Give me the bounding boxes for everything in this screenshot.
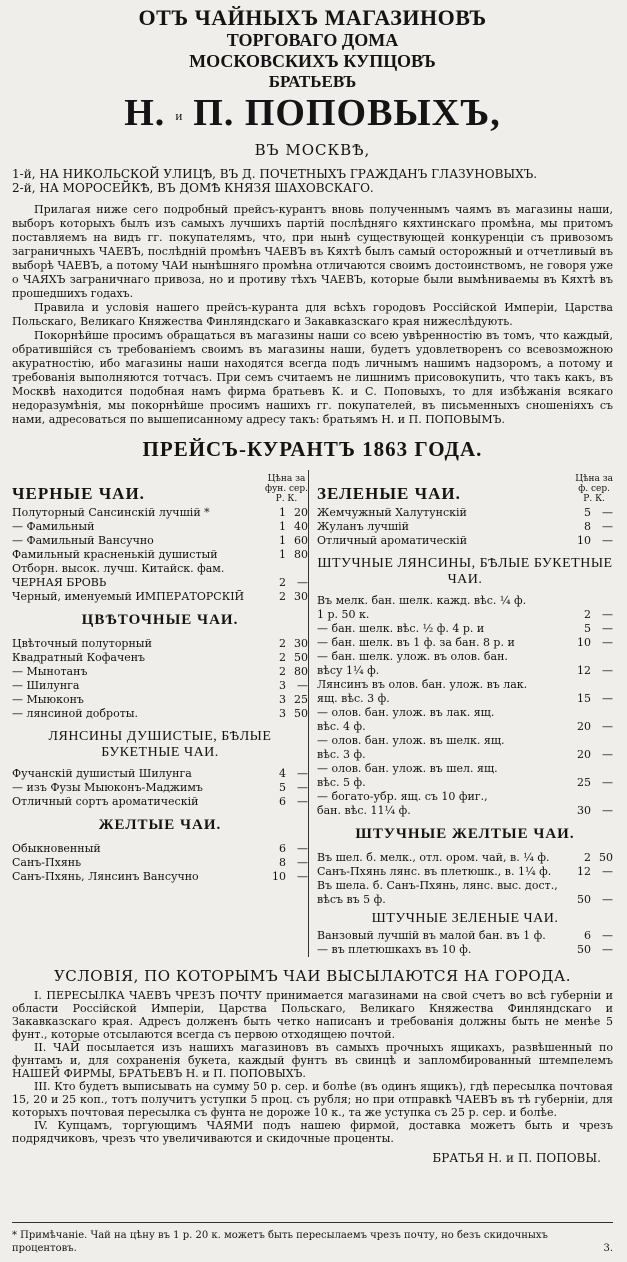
price-row — [317, 943, 613, 957]
price-kopecks: — — [602, 534, 613, 548]
item-name: 1 р. 50 к. — [317, 608, 370, 622]
item-name: вѣсу 1¼ ф. — [317, 664, 380, 678]
price-kopecks: 50 — [294, 707, 308, 721]
item-name: Ванзовый лучшiй въ малой бан. въ 1 ф. — [317, 929, 546, 943]
price-row — [12, 520, 308, 534]
price-rubles — [569, 879, 591, 893]
price-kopecks: — — [602, 506, 613, 520]
price-row — [12, 781, 308, 795]
piece-green-list — [317, 929, 613, 957]
item-name: — лянсиной доброты. — [12, 707, 139, 721]
page-number: 3. — [603, 1243, 613, 1254]
price-rubles: 8 — [279, 856, 286, 870]
price-kopecks: — — [602, 608, 613, 622]
condition-item: II. ЧАЙ посылается изъ нашихъ магазиновъ въ самыхъ прочныхъ ящикахъ, развѣшенный по фунтамъ и, для сохраненiя букета, каждый фунтъ въ свинцѣ и запломбированный штемпелемъ НАШЕЙ ФИРМЫ, БРАТЬЕВЪ Н. и П. ПОПОВЫХЪ. — [12, 1041, 613, 1081]
price-row — [317, 706, 613, 720]
price-rubles — [264, 562, 286, 576]
price-row — [317, 506, 613, 520]
price-rubles: 20 — [577, 748, 591, 762]
price-row — [317, 762, 613, 776]
header-line3: МОСКОВСКИХЪ КУПЦОВЪ — [189, 51, 436, 71]
price-row — [317, 678, 613, 692]
price-rubles: 50 — [577, 943, 591, 957]
price-row — [12, 590, 308, 604]
price-row — [317, 520, 613, 534]
item-name: — изъ Фузы Мыюконъ-Маджимъ — [12, 781, 203, 795]
item-name: — бан. шелк. вѣс. ½ ф. 4 р. и — [317, 622, 485, 636]
price-row — [12, 534, 308, 548]
right-column — [308, 470, 613, 957]
footnote — [12, 1222, 613, 1255]
footnote-text: * Примѣчанiе. Чай на цѣну въ 1 р. 20 к. можетъ быть пересылаемъ чрезъ почту, но безъ скидочныхъ процентовъ. — [12, 1230, 548, 1254]
price-kopecks: — — [297, 767, 308, 781]
piece-lyansin-title: ШТУЧНЫЕ ЛЯНСИНЫ, БѢЛЫЕ БУКЕТНЫЕ ЧАИ. — [317, 556, 613, 588]
condition-item: I. ПЕРЕСЫЛКА ЧАЕВЪ ЧРЕЗЪ ПОЧТУ принимается магазинами на свой счетъ во всѣ губернiи и области Россiйской Имперiи, Царства Польскаго, Великаго Княжества Финляндскаго и Закавказскаго края. Адресъ долженъ быть четко написанъ и требованiя должны быть не менѣе 5 фунт., которые отсылаются всегда съ первою отходящею почтой. — [12, 989, 613, 1042]
black-tea-header — [12, 474, 308, 504]
price-row — [12, 637, 308, 651]
intro-paragraph: Покорнѣйше просимъ обращаться въ магазины наши со всею увѣренностiю въ томъ, что каждый, обратившiйся съ требованiемъ своимъ въ магазины наши, будетъ удовлетворенъ со всевозможною акуратностiю, ибо магазины наши находятся всегда подъ личнымъ нашимъ надзоромъ, а потому и требованiя выполняются тотчасъ. При семъ считаемъ не лишнимъ присовокупить, что такъ какъ, въ Москвѣ находится подобная намъ фирма братьевъ К. и С. Поповыхъ, то для избѣжанiя всякаго недоразумѣнiя, мы покорнѣйше просимъ нашихъ гг. покупателей, въ письменныхъ сношенiяхъ съ нами, адресоваться по вышеписанному адресу такъ: братьямъ Н. и П. ПОПОВЫМЪ. — [12, 329, 613, 427]
item-name: Обыкновенный — [12, 842, 101, 856]
item-name: Фамильный красненькiй душистый — [12, 548, 218, 562]
price-kopecks: — — [297, 842, 308, 856]
price-kopecks: — — [602, 943, 613, 957]
price-kopecks: 60 — [294, 534, 308, 548]
firm-name-a: Н. — [124, 92, 166, 134]
firm-name-b: П. ПОПОВЫХЪ, — [193, 92, 501, 134]
address-1: 1-й, НА НИКОЛЬСКОЙ УЛИЦѢ, ВЪ Д. ПОЧЕТНЫХЪ ГРАЖДАНЪ ГЛАЗУНОВЫХЪ. — [12, 167, 538, 182]
price-row — [317, 851, 613, 865]
price-rubles: 2 — [279, 590, 286, 604]
price-rubles: 6 — [584, 929, 591, 943]
price-kopecks: — — [602, 929, 613, 943]
price-row — [12, 679, 308, 693]
condition-item: III. Кто будетъ выписывать на сумму 50 р. сер. и болѣе (въ одинъ ящикъ), гдѣ пересылка почтовая 15, 20 и 25 коп., тотъ получитъ уступки 5 проц. съ рубля; но при отправкѣ ЧАЕВЪ въ тѣ губернiи, для которыхъ почтовая пересылка съ фунта не дороже 10 к., та же уступка съ 25 р. сер. и болѣе. — [12, 1080, 613, 1120]
item-name: — бан. шелк. въ 1 ф. за бан. 8 р. и — [317, 636, 515, 650]
price-rubles: 10 — [577, 534, 591, 548]
price-list-title: ПРЕЙСЪ-КУРАНТЪ 1863 ГОДА. — [142, 437, 483, 462]
price-rubles — [569, 734, 591, 748]
price-row — [12, 842, 308, 856]
price-rubles — [569, 650, 591, 664]
item-name: — Фамильный Вансучно — [12, 534, 154, 548]
price-row — [317, 893, 613, 907]
price-row — [317, 804, 613, 818]
price-rubles — [569, 762, 591, 776]
item-name: Въ шел. б. мелк., отл. ором. чай, в. ¼ ф. — [317, 851, 550, 865]
price-rubles: 5 — [584, 506, 591, 520]
price-kopecks: — — [297, 856, 308, 870]
signature: БРАТЬЯ Н. и П. ПОПОВЫ. — [432, 1151, 601, 1166]
price-rubles — [569, 790, 591, 804]
price-rubles: 2 — [584, 851, 591, 865]
intro-paragraph: Прилагая ниже сего подробный прейсъ-курантъ вновь полученнымъ чаямъ въ магазины наши, выборъ которыхъ былъ изъ самыхъ лучшихъ партiй послѣдняго кяхтинскаго промѣна, мы притомъ поставляемъ на видъ гг. покупателямъ, что, при нынѣ существующей конкуренцiи съ привозомъ заграничныхъ ЧАЕВЪ, послѣднiй промѣнъ ЧАЕВЪ въ Кяхтѣ былъ самый осторожный и отчетливый въ выборѣ ЧАЕВЪ, а потому ЧАИ нынѣшняго промѣна отличаются своимъ достоинствомъ, не говоря уже о ЧАЯХЪ заграничнаго привоза, но и противу тѣхъ ЧАЕВЪ, которые были вымѣниваемы въ Кяхтѣ въ прошедшихъ годахъ. — [12, 203, 613, 301]
price-kopecks: — — [297, 679, 308, 693]
price-row — [12, 548, 308, 562]
price-column-header — [265, 474, 308, 504]
price-rubles: 2 — [279, 665, 286, 679]
flower-tea-list — [12, 637, 308, 721]
price-columns — [12, 470, 613, 957]
price-kopecks: 30 — [294, 590, 308, 604]
price-kopecks: 20 — [294, 506, 308, 520]
price-kopecks: 50 — [599, 851, 613, 865]
item-name: — бан. шелк. улож. въ олов. бан. — [317, 650, 508, 664]
price-rubles: 12 — [577, 865, 591, 879]
item-name: вѣс. 3 ф. — [317, 748, 366, 762]
item-name: — богато-убр. ящ. съ 10 фиг., — [317, 790, 488, 804]
left-column — [12, 470, 308, 957]
flower-tea-title: ЦВѢТОЧНЫЕ ЧАИ. — [81, 612, 239, 629]
price-kopecks: — — [602, 865, 613, 879]
conditions-text — [12, 989, 613, 1145]
price-kopecks: — — [297, 576, 308, 590]
price-row — [317, 594, 613, 608]
price-row — [317, 776, 613, 790]
header-line2: ТОРГОВАГО ДОМА — [226, 30, 399, 50]
price-column-header — [575, 474, 613, 504]
price-rubles: 50 — [577, 893, 591, 907]
price-row — [317, 929, 613, 943]
price-row — [12, 795, 308, 809]
price-rubles: 1 — [279, 520, 286, 534]
price-row — [317, 720, 613, 734]
price-kopecks — [591, 879, 613, 893]
price-row — [317, 636, 613, 650]
price-row — [12, 707, 308, 721]
city: ВЪ МОСКВѢ, — [254, 141, 371, 160]
intro-paragraph: Правила и условiя нашего прейсъ-куранта для всѣхъ городовъ Россiйской Имперiи, Царства Польскаго, Великаго Княжества Финляндскаго и Закавказскаго края нижеслѣдують. — [12, 301, 613, 329]
price-rubles: 10 — [272, 870, 286, 884]
item-name: вѣс. 4 ф. — [317, 720, 366, 734]
price-row — [12, 576, 308, 590]
price-rubles: 1 — [279, 506, 286, 520]
price-rubles: 15 — [577, 692, 591, 706]
price-kopecks: — — [602, 893, 613, 907]
item-name: — Мыюконъ — [12, 693, 84, 707]
yellow-tea-title: ЖЕЛТЫЕ ЧАИ. — [98, 817, 222, 834]
price-rubles — [569, 706, 591, 720]
price-rubles: 8 — [584, 520, 591, 534]
price-kopecks — [591, 706, 613, 720]
price-hdr-1: Цѣна за — [575, 474, 613, 485]
price-kopecks: — — [602, 664, 613, 678]
firm-name-and: и — [175, 108, 184, 124]
price-rubles: 6 — [279, 842, 286, 856]
price-rubles: 6 — [279, 795, 286, 809]
item-name: Цвѣточный полуторный — [12, 637, 152, 651]
price-hdr-2: ф. сер. — [578, 484, 610, 495]
price-row — [317, 664, 613, 678]
price-kopecks: 30 — [294, 637, 308, 651]
price-row — [12, 665, 308, 679]
price-kopecks: — — [602, 636, 613, 650]
price-kopecks: — — [602, 720, 613, 734]
price-rubles: 20 — [577, 720, 591, 734]
item-name: Отличный ароматическiй — [317, 534, 468, 548]
item-name: — Фамильный — [12, 520, 95, 534]
price-hdr-1: Цѣна за — [267, 474, 306, 485]
header-line1: ОТЪ ЧАЙНЫХЪ МАГАЗИНОВЪ — [138, 5, 487, 30]
price-rubles: 1 — [279, 534, 286, 548]
item-name: Лянсинъ въ олов. бан. улож. въ лак. — [317, 678, 528, 692]
piece-yellow-title: ШТУЧНЫЕ ЖЕЛТЫЕ ЧАИ. — [355, 826, 575, 843]
black-tea-list — [12, 506, 308, 604]
price-row — [317, 534, 613, 548]
price-kopecks — [591, 678, 613, 692]
price-rubles — [569, 678, 591, 692]
price-kopecks — [286, 562, 308, 576]
price-kopecks: 80 — [294, 548, 308, 562]
price-row — [12, 562, 308, 576]
price-kopecks: — — [602, 804, 613, 818]
firm-name — [12, 92, 613, 137]
price-kopecks: 40 — [294, 520, 308, 534]
item-name: — въ плетюшкахъ въ 10 ф. — [317, 943, 472, 957]
price-row — [12, 870, 308, 884]
price-row — [317, 748, 613, 762]
item-name: Въ шела. б. Санъ-Пхянь, лянс. выс. дост., — [317, 879, 558, 893]
item-name: — олов. бан. улож. въ шелк. ящ. — [317, 734, 505, 748]
price-kopecks: 25 — [294, 693, 308, 707]
price-rubles: 2 — [279, 576, 286, 590]
item-name: Отборн. высок. лучш. Китайск. фам. — [12, 562, 225, 576]
price-rubles: 1 — [279, 548, 286, 562]
item-name: — олов. бан. улож. въ лак. ящ. — [317, 706, 495, 720]
item-name: Въ мелк. бан. шелк. кажд. вѣс. ¼ ф. — [317, 594, 527, 608]
price-rubles: 5 — [584, 622, 591, 636]
price-rubles: 10 — [577, 636, 591, 650]
price-rubles: 3 — [279, 679, 286, 693]
price-rubles: 3 — [279, 693, 286, 707]
item-name: Полуторный Сансинскiй лучшiй * — [12, 506, 210, 520]
price-kopecks: — — [602, 748, 613, 762]
price-rubles — [569, 594, 591, 608]
lyansin-list — [12, 767, 308, 809]
price-row — [317, 879, 613, 893]
conditions-title: УСЛОВIЯ, ПО КОТОРЫМЪ ЧАИ ВЫСЫЛАЮТСЯ НА ГОРОДА. — [53, 967, 572, 986]
item-name: Жемчужный Халутунскiй — [317, 506, 467, 520]
item-name: Квадратный Кофаченъ — [12, 651, 146, 665]
price-kopecks: — — [602, 622, 613, 636]
item-name: — олов. бан. улож. въ шел. ящ. — [317, 762, 498, 776]
piece-lyansin-list — [317, 594, 613, 818]
lyansin-title: ЛЯНСИНЫ ДУШИСТЫЕ, БѢЛЫЕ БУКЕТНЫЕ ЧАИ. — [48, 729, 272, 761]
item-name: Фучанскiй душистый Шилунга — [12, 767, 192, 781]
price-row — [317, 734, 613, 748]
price-kopecks: — — [602, 776, 613, 790]
item-name: — Шилунга — [12, 679, 80, 693]
price-kopecks — [591, 650, 613, 664]
price-row — [12, 767, 308, 781]
price-hdr-3: Р. К. — [275, 494, 298, 505]
price-rubles: 2 — [584, 608, 591, 622]
price-kopecks: — — [602, 520, 613, 534]
yellow-tea-list — [12, 842, 308, 884]
price-hdr-3: Р. К. — [583, 494, 605, 505]
header-line4: БРАТЬЕВЪ — [268, 72, 357, 91]
item-name: Санъ-Пхянь, Лянсинъ Вансучно — [12, 870, 199, 884]
price-row — [317, 622, 613, 636]
price-kopecks: — — [297, 870, 308, 884]
piece-green-title: ШТУЧНЫЕ ЗЕЛЕНЫЕ ЧАИ. — [371, 911, 559, 927]
intro-text — [12, 203, 613, 427]
price-row — [317, 650, 613, 664]
price-rubles: 12 — [577, 664, 591, 678]
price-hdr-2: фун. сер. — [264, 484, 308, 495]
price-row — [12, 651, 308, 665]
price-rubles: 25 — [577, 776, 591, 790]
item-name: — Мынотанъ — [12, 665, 88, 679]
price-row — [317, 790, 613, 804]
item-name: Отличный сортъ ароматическiй — [12, 795, 199, 809]
price-kopecks: 80 — [294, 665, 308, 679]
item-name: ящ. вѣс. 3 ф. — [317, 692, 390, 706]
item-name: вѣсъ въ 5 ф. — [317, 893, 386, 907]
price-rubles: 4 — [279, 767, 286, 781]
price-row — [317, 865, 613, 879]
price-rubles: 2 — [279, 651, 286, 665]
price-kopecks — [591, 734, 613, 748]
price-kopecks — [591, 594, 613, 608]
price-kopecks — [591, 790, 613, 804]
price-row — [12, 856, 308, 870]
price-rubles: 3 — [279, 707, 286, 721]
price-kopecks: — — [602, 692, 613, 706]
price-kopecks: — — [297, 795, 308, 809]
price-kopecks: — — [297, 781, 308, 795]
black-tea-title: ЧЕРНЫЕ ЧАИ. — [12, 484, 145, 504]
address-2: 2-й, НА МОРОСЕЙКѢ, ВЪ ДОМѢ КНЯЗЯ ШАХОВСКАГО. — [12, 181, 374, 196]
item-name: ЧЕРНАЯ БРОВЬ — [12, 576, 107, 590]
price-kopecks: 50 — [294, 651, 308, 665]
price-row — [317, 692, 613, 706]
item-name: вѣс. 5 ф. — [317, 776, 366, 790]
item-name: бан. вѣс. 11¼ ф. — [317, 804, 411, 818]
condition-item: IV. Купцамъ, торгующимъ ЧАЯМИ подъ нашею фирмой, доставка можетъ быть и чрезъ подрядчиковъ, чрезъ что увеличиваются и скидочные проценты. — [12, 1119, 613, 1146]
price-rubles: 30 — [577, 804, 591, 818]
price-rubles: 2 — [279, 637, 286, 651]
green-tea-list — [317, 506, 613, 548]
item-name: Черный, именуемый ИМПЕРАТОРСКIЙ — [12, 590, 245, 604]
green-tea-title: ЗЕЛЕНЫЕ ЧАИ. — [317, 484, 461, 504]
price-row — [12, 506, 308, 520]
item-name: Санъ-Пхянь — [12, 856, 82, 870]
item-name: Жуланъ лучшiй — [317, 520, 410, 534]
green-tea-header — [317, 474, 613, 504]
price-row — [12, 693, 308, 707]
item-name: Санъ-Пхянь лянс. въ плетюшк., в. 1¼ ф. — [317, 865, 552, 879]
price-rubles: 5 — [279, 781, 286, 795]
piece-yellow-list — [317, 851, 613, 907]
price-row — [317, 608, 613, 622]
price-kopecks — [591, 762, 613, 776]
